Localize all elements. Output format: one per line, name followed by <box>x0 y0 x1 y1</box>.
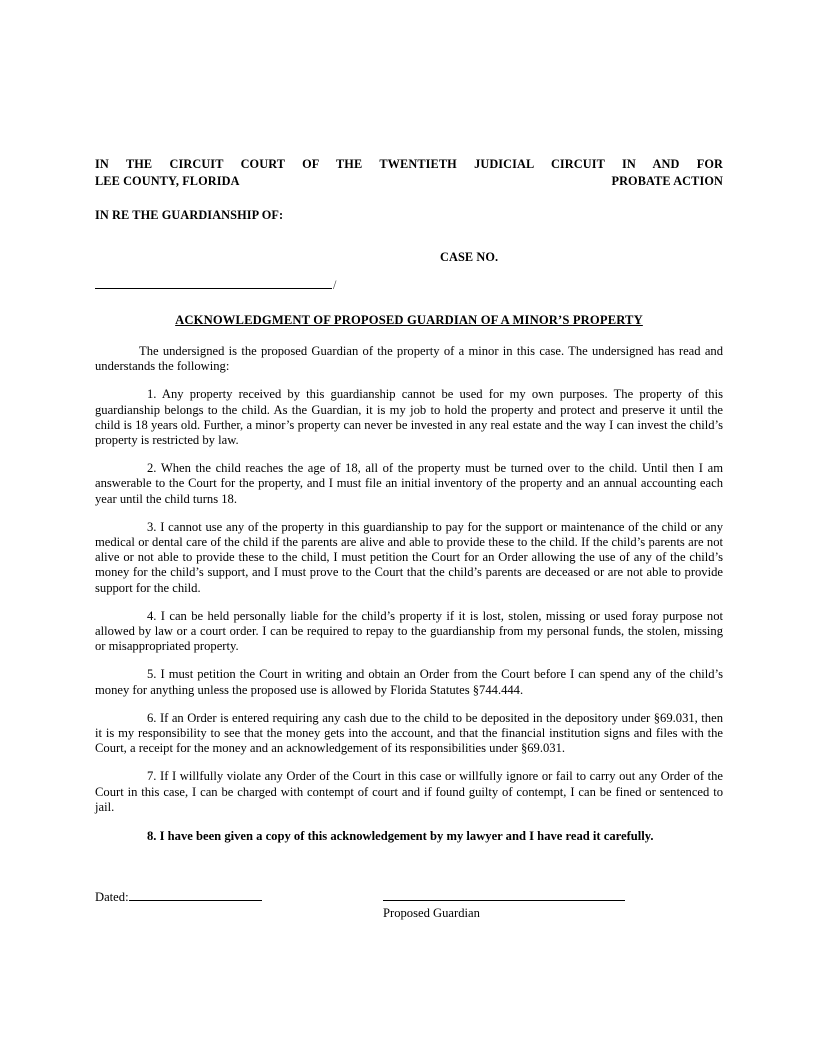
item-paragraph-4: 4. I can be held personally liable for the child’s property if it is lost, stolen, missing or used foray purpose not allowed by law or a court order. I can be required to repay to the guardianship from my personal funds, the stolen, missing or misappropriated property. <box>95 608 723 654</box>
proposed-guardian-label: Proposed Guardian <box>383 906 480 921</box>
item-paragraph-7: 7. If I willfully violate any Order of the Court in this case or willfully ignore or fail to carry out any Order of the Court in this case, I can be charged with contempt of court and if found guilty of contempt, I can be fined or sentenced to jail. <box>95 769 723 814</box>
dated-label: Dated: <box>95 890 129 905</box>
caption-slash: / <box>333 278 337 292</box>
case-number-label: CASE NO. <box>440 250 499 264</box>
caption-blank-rule <box>95 277 332 289</box>
page-title-text: ACKNOWLEDGMENT OF PROPOSED GUARDIAN OF A MINOR’S PROPERTY <box>175 313 643 327</box>
proposed-guardian-field <box>383 889 625 921</box>
item-paragraph-8: 8. I have been given a copy of this acknowledgement by my lawyer and I have read it carefully. <box>147 829 654 844</box>
caption-action-type: PROBATE ACTION <box>611 173 723 188</box>
item-paragraph-6: 6. If an Order is entered requiring any cash due to the child to be deposited in the depository under §69.031, then it is my responsibility to see that the money gets into the account, and that the financial institution signs and files with the Court, a receipt for the money and an acknowledgement of its responsibilities under §69.031. <box>95 710 723 756</box>
caption-blank-rule-row <box>95 277 723 291</box>
court-caption <box>95 156 723 189</box>
item-paragraph-1: 1. Any property received by this guardianship cannot be used for my own purposes. The property of this guardianship belongs to the child. As the Guardian, it is my job to hold the property and protect and preserve it until the child is 18 years old. Further, a minor’s property can never be invested in any real estate and the way I can invest the child’s property is restricted by law. <box>95 387 723 448</box>
item-paragraph-3: 3. I cannot use any of the property in this guardianship to pay for the support or maintenance of the child or any medical or dental care of the child if the parents are alive and able to provide these to the child. If the child’s parents are not alive or not able to provide these to the child, I must petition the Court for an Order allowing the use of any of the child’s money for the child’s support, and I must prove to the Court that the child’s parents are deceased or are not able to provide support for the child. <box>95 519 723 595</box>
intro-paragraph: The undersigned is the proposed Guardian of the property of a minor in this case. The undersigned has read and understands the following: <box>95 344 723 374</box>
in-re-line: IN RE THE GUARDIANSHIP OF: <box>95 208 284 222</box>
proposed-guardian-signature-rule[interactable] <box>383 889 625 901</box>
dated-field <box>95 889 262 905</box>
dated-signature-rule[interactable] <box>129 889 262 901</box>
item-paragraph-2: 2. When the child reaches the age of 18, all of the property must be turned over to the child. Until then I am answerable to the Court for the property, and I must file an initial inventory of the property and an annual accounting each year until the child turns 18. <box>95 461 723 506</box>
item-paragraph-5: 5. I must petition the Court in writing and obtain an Order from the Court before I can spend any of the child’s money for anything unless the proposed use is allowed by Florida Statutes §744.444. <box>95 667 723 697</box>
page-title <box>95 312 723 328</box>
caption-county-line <box>95 173 723 190</box>
signature-block <box>95 889 723 949</box>
caption-county: LEE COUNTY, FLORIDA <box>95 173 240 188</box>
document-content <box>95 156 723 949</box>
caption-court-line: IN THE CIRCUIT COURT OF THE TWENTIETH JUDICIAL CIRCUIT IN AND FOR <box>95 157 723 171</box>
